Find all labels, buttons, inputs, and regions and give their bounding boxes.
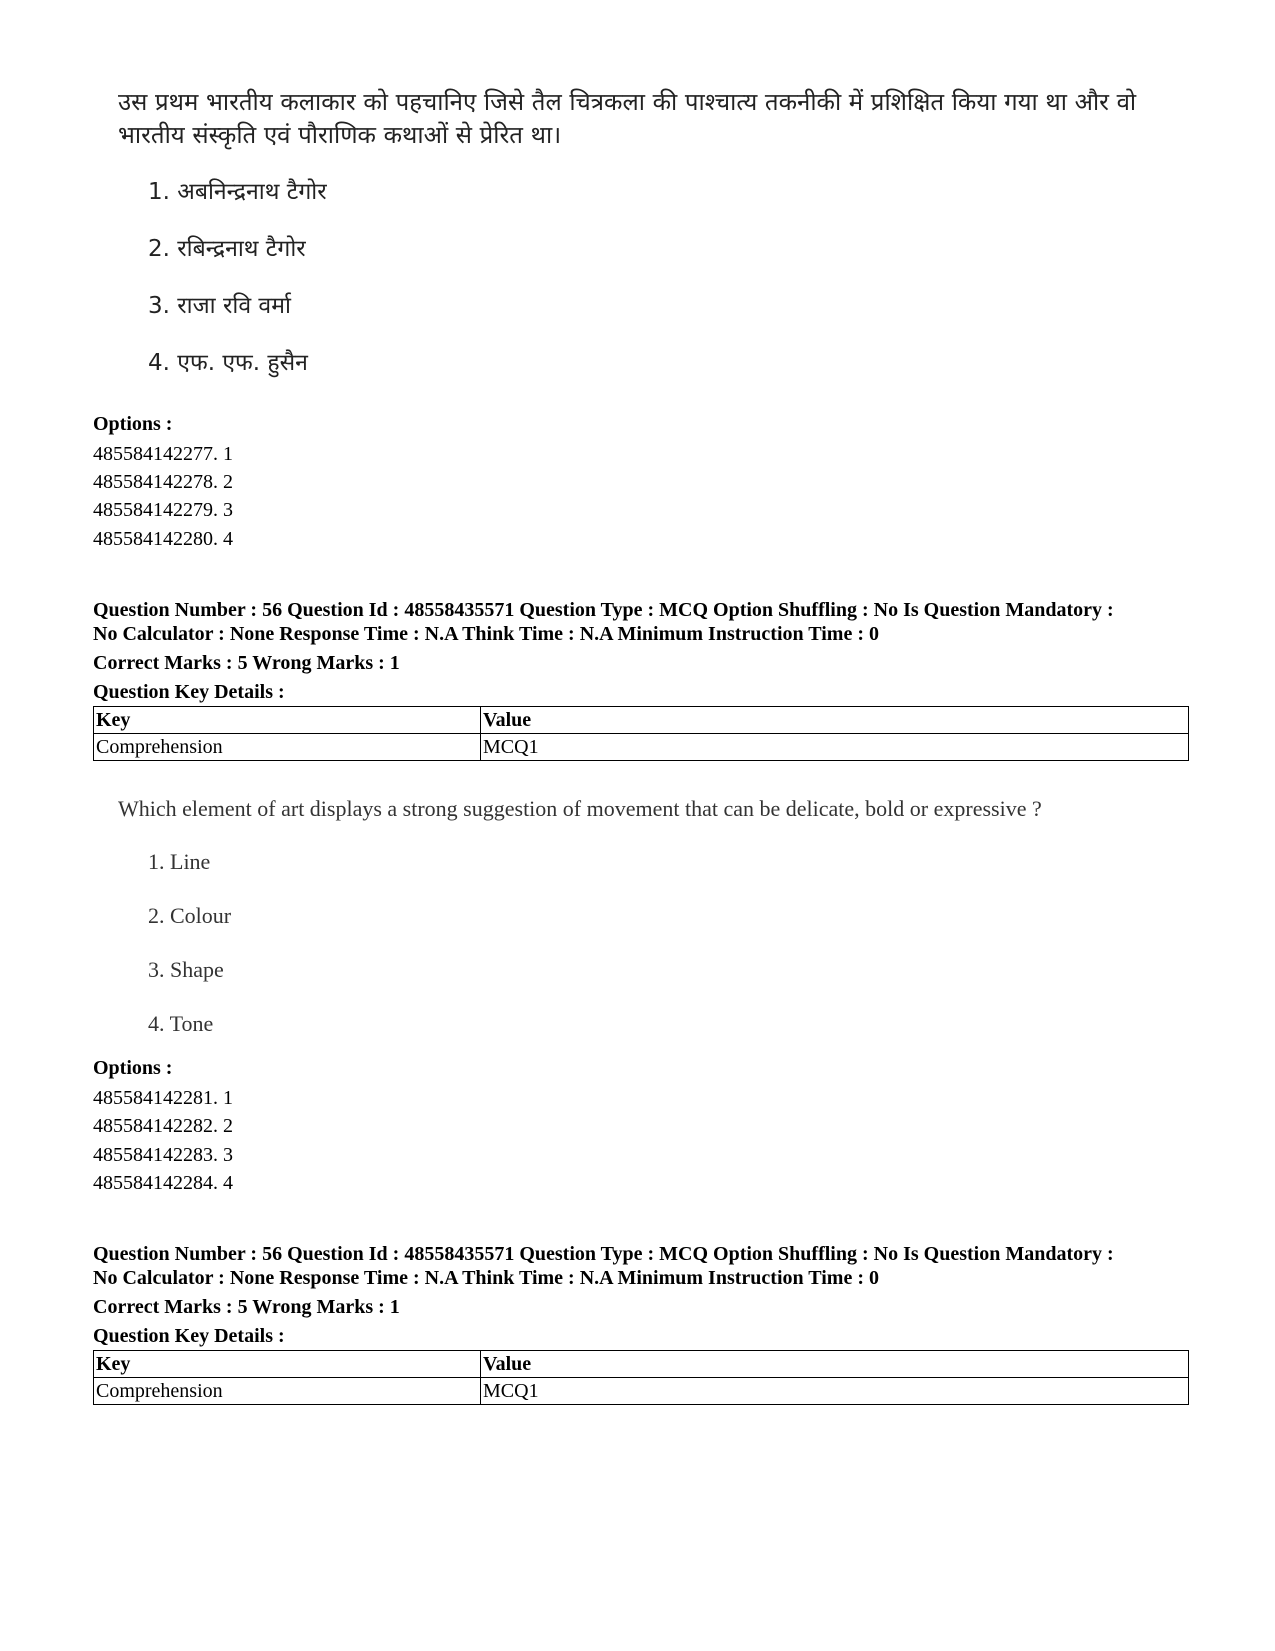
- hindi-choice-3: 3. राजा रवि वर्मा: [148, 293, 291, 319]
- english-choice-3: 3. Shape: [148, 957, 224, 982]
- english-choice-4: 4. Tone: [148, 1011, 214, 1036]
- question-meta-line-1: Question Number : 56 Question Id : 48558435571 Question Type : MCQ Option Shuffling : No Is Question Mandatory :: [93, 1243, 1114, 1265]
- hindi-choice-4: 4. एफ. एफ. हुसैन: [148, 350, 308, 376]
- option-id-8: 485584142284. 4: [93, 1172, 233, 1194]
- question-meta-line-1: Question Number : 56 Question Id : 48558435571 Question Type : MCQ Option Shuffling : No Is Question Mandatory :: [93, 599, 1114, 621]
- options-label-2: Options :: [93, 1057, 173, 1079]
- options-label-1: Options :: [93, 413, 173, 435]
- hindi-choice-1: 1. अबनिन्द्रनाथ टैगोर: [148, 179, 327, 205]
- hindi-choice-2: 2. रबिन्द्रनाथ टैगोर: [148, 236, 306, 262]
- key-details-label: Question Key Details :: [93, 681, 285, 703]
- table-row: [94, 1378, 1189, 1405]
- option-id-1: 485584142277. 1: [93, 443, 233, 465]
- option-id-7: 485584142283. 3: [93, 1144, 233, 1166]
- table-header-key: Key: [94, 707, 481, 734]
- question-meta-line-2: No Calculator : None Response Time : N.A Think Time : N.A Minimum Instruction Time : 0: [93, 623, 879, 645]
- table-header-key: Key: [94, 1351, 481, 1378]
- table-header-row: [94, 707, 1189, 734]
- table-cell-key: Comprehension: [94, 734, 481, 761]
- marks-line: Correct Marks : 5 Wrong Marks : 1: [93, 1296, 400, 1318]
- hindi-question-text: उस प्रथम भारतीय कलाकार को पहचानिए जिसे तैल चित्रकला की पाश्चात्य तकनीकी में प्रशिक्षित किया गया था और वो भारतीय संस्कृति एवं पौराणिक कथाओं से प्रेरित था।: [118, 88, 1137, 149]
- english-choice-2: 2. Colour: [148, 903, 232, 928]
- option-id-5: 485584142281. 1: [93, 1087, 233, 1109]
- table-row: [94, 734, 1189, 761]
- marks-line: Correct Marks : 5 Wrong Marks : 1: [93, 652, 400, 674]
- question-meta-line-2: No Calculator : None Response Time : N.A Think Time : N.A Minimum Instruction Time : 0: [93, 1267, 879, 1289]
- option-id-2: 485584142278. 2: [93, 471, 233, 493]
- key-details-table: [93, 706, 1189, 761]
- table-cell-value: MCQ1: [481, 734, 1189, 761]
- option-id-4: 485584142280. 4: [93, 528, 233, 550]
- key-details-table: [93, 1350, 1189, 1405]
- table-header-value: Value: [481, 707, 1189, 734]
- key-details-label: Question Key Details :: [93, 1325, 285, 1347]
- table-header-value: Value: [481, 1351, 1189, 1378]
- option-id-3: 485584142279. 3: [93, 499, 233, 521]
- table-cell-value: MCQ1: [481, 1378, 1189, 1405]
- table-header-row: [94, 1351, 1189, 1378]
- english-question-text: Which element of art displays a strong suggestion of movement that can be delicate, bold or expressive ?: [118, 796, 1042, 821]
- english-choice-1: 1. Line: [148, 849, 211, 874]
- table-cell-key: Comprehension: [94, 1378, 481, 1405]
- option-id-6: 485584142282. 2: [93, 1115, 233, 1137]
